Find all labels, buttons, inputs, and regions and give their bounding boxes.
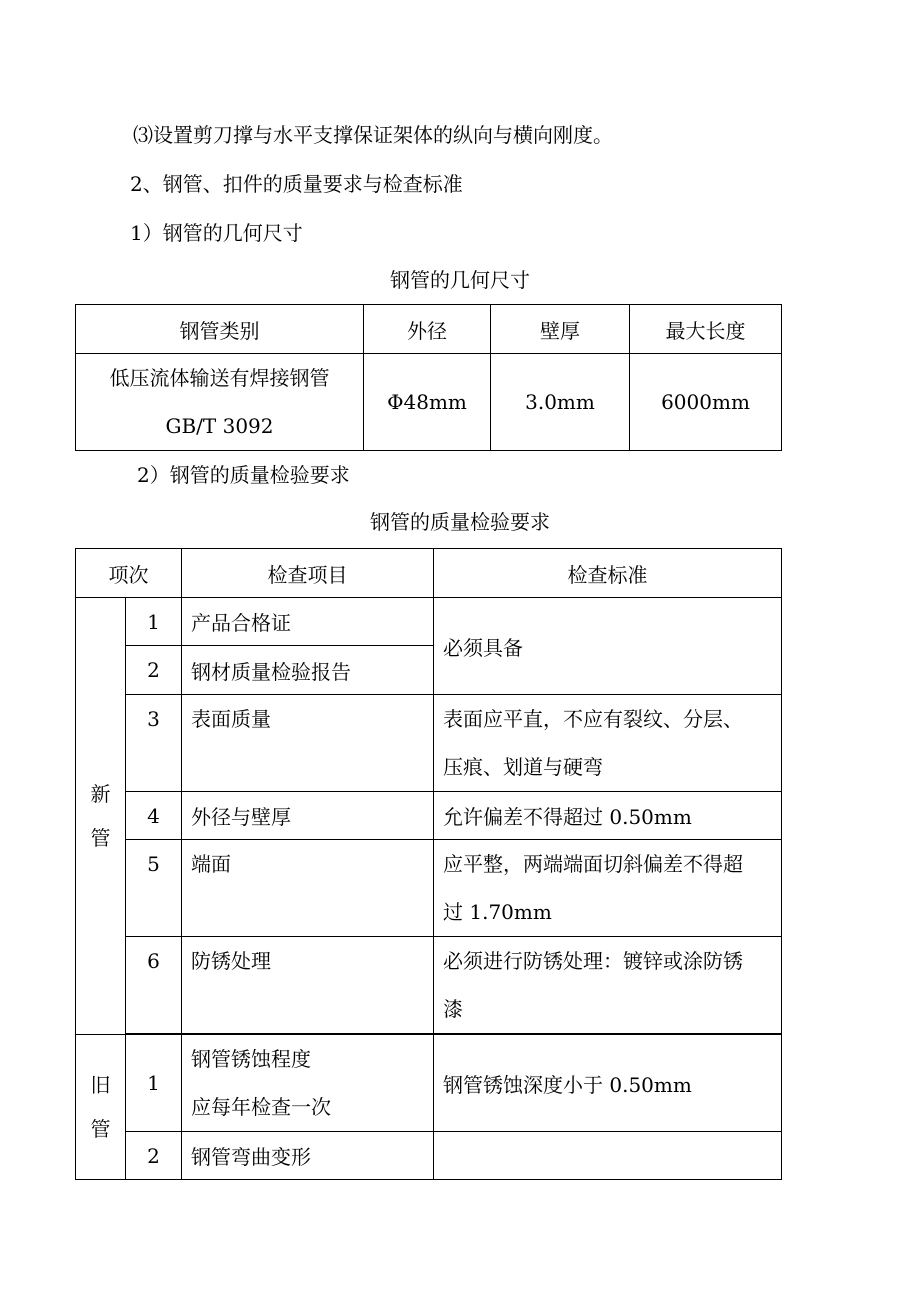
header-item: 检查项目 (182, 549, 434, 598)
row-no (126, 937, 182, 1034)
row-item-text: 端面 (191, 852, 231, 876)
header-order: 项次 (76, 549, 182, 598)
row-standard-line2: 漆 (443, 997, 463, 1021)
row-standard-line2: 压痕、划道与硬弯 (443, 755, 603, 779)
group-old-label (76, 1035, 126, 1180)
cell-thickness: 3.0mm (491, 354, 630, 451)
paragraph-bracing: ⑶设置剪刀撑与水平支撑保证架体的纵向与横向刚度。 (133, 123, 613, 147)
row-no: 2 (126, 1132, 182, 1180)
row-standard: 必须具备 (434, 598, 782, 695)
row-no: 1 (126, 598, 182, 646)
row-standard-line1: 表面应平直，不应有裂纹、分层、 (443, 707, 743, 731)
row-standard: 允许偏差不得超过 0.50mm (434, 792, 782, 840)
subsection-heading-quality: 2）钢管的质量检验要求 (137, 463, 350, 487)
cell-max-length: 6000mm (630, 354, 782, 451)
group-old-char2: 管 (90, 1117, 111, 1141)
cell-category (76, 354, 364, 451)
row-item-text: 防锈处理 (191, 949, 271, 973)
row-no: 1 (126, 1035, 182, 1132)
row-standard-line2: 过 1.70mm (443, 900, 552, 924)
row-no-text: 6 (147, 949, 160, 973)
row-item: 钢材质量检验报告 (182, 646, 434, 695)
row-no: 4 (126, 792, 182, 840)
row-standard-line1: 应平整，两端端面切斜偏差不得超 (443, 852, 743, 876)
row-standard (434, 1132, 782, 1180)
category-standard: GB/T 3092 (165, 414, 274, 438)
group-new-char2: 管 (90, 826, 111, 850)
row-item (182, 840, 434, 937)
row-item-line2: 应每年检查一次 (191, 1095, 331, 1119)
cell-diameter: Φ48mm (364, 354, 491, 451)
row-no (126, 840, 182, 937)
group-new-char1: 新 (90, 782, 111, 806)
quality-table (75, 548, 782, 1180)
geometry-table (75, 304, 782, 451)
row-item (182, 695, 434, 792)
row-item-text: 表面质量 (191, 707, 271, 731)
row-item-line1: 钢管锈蚀程度 (191, 1047, 311, 1071)
row-item (182, 937, 434, 1034)
table1-caption: 钢管的几何尺寸 (390, 268, 530, 292)
subsection-heading-geometry: 1）钢管的几何尺寸 (130, 221, 303, 245)
row-standard (434, 937, 782, 1034)
header-standard: 检查标准 (434, 549, 782, 598)
table2-caption: 钢管的质量检验要求 (370, 510, 550, 534)
row-no (126, 695, 182, 792)
row-no: 2 (126, 646, 182, 695)
row-item: 外径与壁厚 (182, 792, 434, 840)
header-thickness: 壁厚 (491, 305, 630, 354)
header-diameter: 外径 (364, 305, 491, 354)
group-new-label (76, 598, 126, 1035)
row-no-text: 3 (147, 707, 160, 731)
row-standard-line1: 必须进行防锈处理：镀锌或涂防锈 (443, 949, 743, 973)
section-heading: 2、钢管、扣件的质量要求与检查标准 (130, 172, 463, 196)
row-item (182, 1035, 434, 1132)
row-standard: 钢管锈蚀深度小于 0.50mm (434, 1035, 782, 1132)
row-standard (434, 840, 782, 937)
row-item: 产品合格证 (182, 598, 434, 646)
header-max-length: 最大长度 (630, 305, 782, 354)
row-no-text: 5 (147, 852, 160, 876)
category-line1: 低压流体输送有焊接钢管 (109, 366, 330, 390)
row-item: 钢管弯曲变形 (182, 1132, 434, 1180)
group-old-char1: 旧 (90, 1073, 111, 1097)
row-standard (434, 695, 782, 792)
header-category: 钢管类别 (76, 305, 364, 354)
